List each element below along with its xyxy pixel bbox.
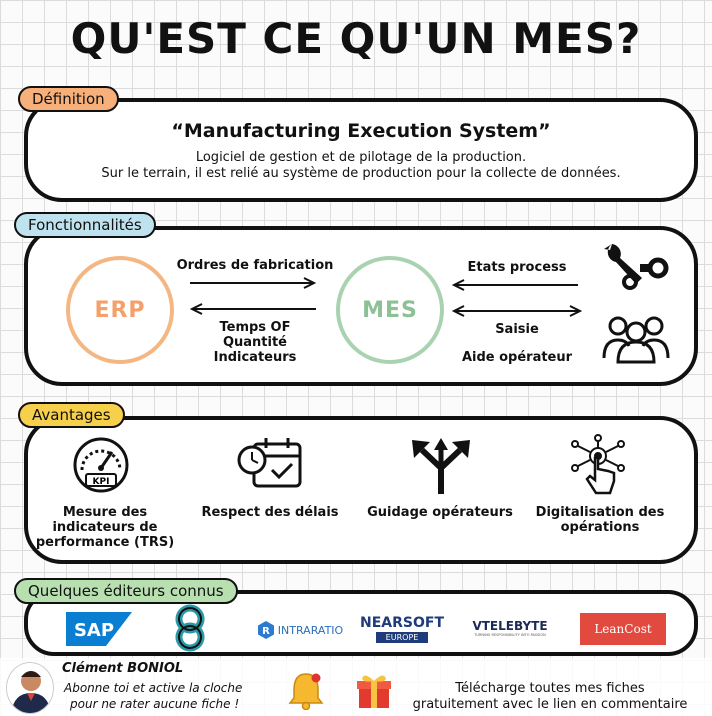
avantage-4-line1: Digitalisation des: [535, 505, 665, 520]
avatar: [6, 662, 54, 714]
tools-icon: [600, 240, 672, 296]
bell-icon: [288, 670, 324, 710]
avantage-2-label: Respect des délais: [201, 505, 339, 520]
avantage-4-line2: opérations: [560, 520, 640, 535]
leancost-text: LeanCost: [594, 622, 652, 636]
avantage-1-line3: performance (TRS): [35, 535, 175, 550]
fonctionnalites-tag: Fonctionnalités: [14, 212, 156, 238]
cta-download-line1: Télécharge toutes mes fiches: [455, 681, 645, 696]
cta-subscribe-line1: Abonne toi et active la cloche: [64, 681, 243, 695]
avantages-tag: Avantages: [18, 402, 125, 428]
saisie-label: Saisie: [495, 322, 539, 337]
mes-to-erp-line2: Quantité: [222, 335, 288, 350]
people-icon: [602, 312, 670, 364]
cta-download-line2: gratuitement avec le lien en commentaire: [412, 697, 688, 712]
mes-to-erp-line3: Indicateurs: [213, 350, 297, 365]
mes-circle: [336, 256, 444, 364]
infinity-logo-icon: [170, 604, 210, 652]
sap-text: SAP: [73, 620, 115, 641]
avantage-3-label: Guidage opérateurs: [367, 505, 513, 520]
definition-tag: Définition: [18, 86, 119, 112]
erp-label: ERP: [94, 297, 146, 323]
kpi-badge: KPI: [92, 477, 110, 487]
vtelebyte-sub: TURNING RESPONSIBILITY INTO PASSION: [474, 633, 546, 637]
mes-label: MES: [362, 297, 418, 323]
aide-operateur-label: Aide opérateur: [461, 350, 573, 365]
etats-process-label: Etats process: [467, 260, 567, 275]
definition-line1: Logiciel de gestion et de pilotage de la production.: [195, 150, 527, 165]
calendar-clock-icon: [234, 434, 306, 494]
kpi-gauge-icon: [72, 436, 130, 494]
leancost-logo: [580, 613, 666, 645]
nearsoft-sub: EUROPE: [376, 632, 428, 643]
arrow-left-icon: [190, 302, 320, 316]
editeurs-tag: Quelques éditeurs connus: [14, 578, 238, 604]
page-title: QU'EST CE QU'UN MES?: [70, 14, 642, 63]
arrow-left-icon: [452, 278, 582, 292]
definition-line2: Sur le terrain, il est relié au système de production pour la collecte de données.: [101, 166, 621, 181]
author-name: Clément BONIOL: [62, 661, 184, 676]
intraratio-icon: [257, 621, 275, 639]
definition-heading: “Manufacturing Execution System”: [171, 120, 551, 142]
directions-arrows-icon: [408, 438, 474, 494]
arrow-right-icon: [190, 276, 320, 290]
avantage-1-line2: indicateurs de: [52, 520, 158, 535]
svg-text:R: R: [261, 626, 270, 637]
intraratio-text: INTRARATIO: [277, 623, 344, 637]
intraratio-logo: [252, 620, 348, 640]
arrow-both-icon: [452, 304, 582, 318]
avantage-1-line1: Mesure des: [62, 505, 148, 520]
erp-to-mes-label: Ordres de fabrication: [176, 258, 334, 273]
digital-touch-icon: [566, 434, 630, 498]
nearsoft-logo: [358, 616, 446, 644]
mes-to-erp-line1: Temps OF: [219, 320, 291, 335]
nearsoft-text: NEARSOFT: [360, 615, 444, 631]
vtelebyte-logo: [462, 620, 558, 642]
gift-icon: [356, 672, 392, 710]
sap-logo: [66, 612, 132, 646]
erp-circle: [66, 256, 174, 364]
cta-subscribe-line2: pour ne rater aucune fiche !: [70, 697, 240, 711]
vtelebyte-text: VTELEBYTE: [472, 619, 548, 633]
